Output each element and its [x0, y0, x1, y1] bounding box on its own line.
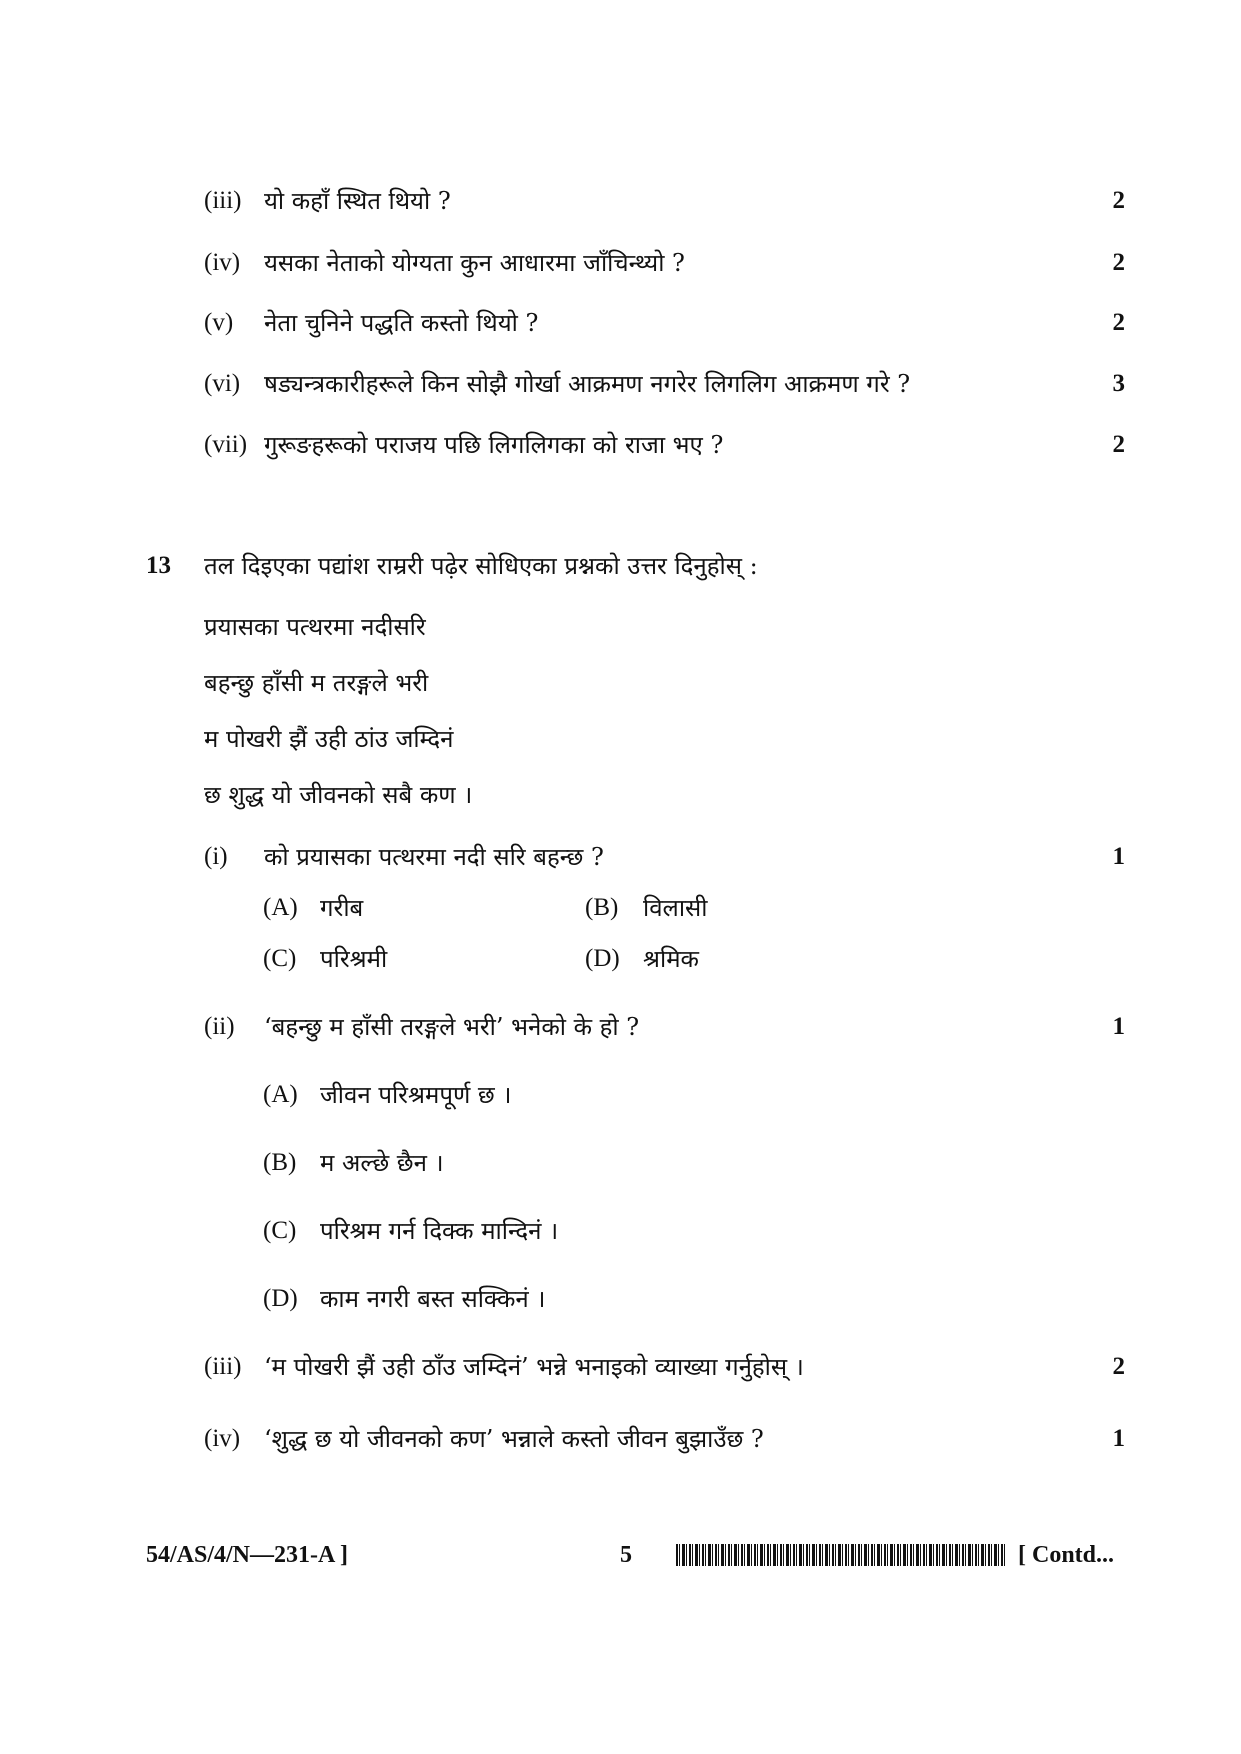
- question-number: 13: [146, 552, 171, 579]
- paper-code: 54/AS/4/N—231-A ]: [146, 1542, 349, 1568]
- marks: 1: [1112, 843, 1125, 870]
- poem-line: बहन्छु हाँसी म तरङ्गले भरी: [204, 669, 429, 697]
- poem-line: म पोखरी झैं उही ठांउ जम्दिनं: [204, 725, 454, 753]
- option-label: (A): [263, 1081, 298, 1108]
- part-number: (v): [204, 309, 234, 336]
- page-number: 5: [620, 1542, 632, 1568]
- marks: 2: [1112, 187, 1125, 214]
- part-question: नेता चुनिने पद्धति कस्तो थियो ?: [264, 309, 539, 337]
- part-question: यो कहाँ स्थित थियो ?: [264, 187, 451, 215]
- part-question: षड्यन्त्रकारीहरूले किन सोझै गोर्खा आक्रमण नगरेर लिगलिग आक्रमण गरे ?: [264, 370, 911, 398]
- option-label: (D): [585, 945, 620, 972]
- part-number: (iii): [204, 1353, 242, 1380]
- option-label: (A): [263, 894, 298, 921]
- part-number: (i): [204, 843, 228, 870]
- continued-label: [ Contd...: [1018, 1542, 1115, 1568]
- part-number: (vii): [204, 431, 248, 458]
- option-label: (D): [263, 1285, 298, 1312]
- marks: 3: [1112, 370, 1125, 397]
- option-label: (B): [585, 894, 619, 921]
- part-question: ‘बहन्छु म हाँसी तरङ्गले भरी’ भनेको के हो ?: [264, 1013, 640, 1041]
- marks: 2: [1112, 249, 1125, 276]
- marks: 2: [1112, 431, 1125, 458]
- part-question: यसका नेताको योग्यता कुन आधारमा जाँचिन्थ्यो ?: [264, 249, 685, 277]
- option-text: जीवन परिश्रमपूर्ण छ ।: [320, 1081, 512, 1109]
- option-label: (C): [263, 1217, 297, 1244]
- marks: 2: [1112, 1353, 1125, 1380]
- barcode-image: [676, 1544, 1006, 1566]
- option-text: काम नगरी बस्त सक्किनं ।: [320, 1285, 546, 1313]
- marks: 1: [1112, 1425, 1125, 1452]
- option-text: परिश्रमी: [320, 945, 388, 973]
- option-text: परिश्रम गर्न दिक्क मान्दिनं ।: [320, 1217, 559, 1245]
- part-question: ‘म पोखरी झैं उही ठाँउ जम्दिनं’ भन्ने भनाइको व्याख्या गर्नुहोस् ।: [264, 1353, 804, 1381]
- option-text: गरीब: [320, 894, 364, 922]
- part-number: (iii): [204, 187, 242, 214]
- option-text: विलासी: [643, 894, 708, 922]
- part-question: ‘शुद्ध छ यो जीवनको कण’ भन्नाले कस्तो जीवन बुझाउँछ ?: [264, 1425, 764, 1453]
- poem-line: छ शुद्ध यो जीवनको सबै कण ।: [204, 781, 473, 809]
- option-text: श्रमिक: [643, 945, 699, 973]
- question-instruction: तल दिइएका पद्यांश राम्ररी पढ़ेर सोधिएका प्रश्नको उत्तर दिनुहोस् :: [204, 552, 758, 580]
- marks: 1: [1112, 1013, 1125, 1040]
- part-question: गुरूङहरूको पराजय पछि लिगलिगका को राजा भए ?: [264, 431, 724, 459]
- part-number: (iv): [204, 1425, 241, 1452]
- part-question: को प्रयासका पत्थरमा नदी सरि बहन्छ ?: [264, 843, 604, 871]
- part-number: (iv): [204, 249, 241, 276]
- part-number: (ii): [204, 1013, 235, 1040]
- option-label: (B): [263, 1149, 297, 1176]
- option-text: म अल्छे छैन ।: [320, 1149, 444, 1177]
- part-number: (vi): [204, 370, 241, 397]
- poem-line: प्रयासका पत्थरमा नदीसरि: [204, 613, 426, 641]
- option-label: (C): [263, 945, 297, 972]
- marks: 2: [1112, 309, 1125, 336]
